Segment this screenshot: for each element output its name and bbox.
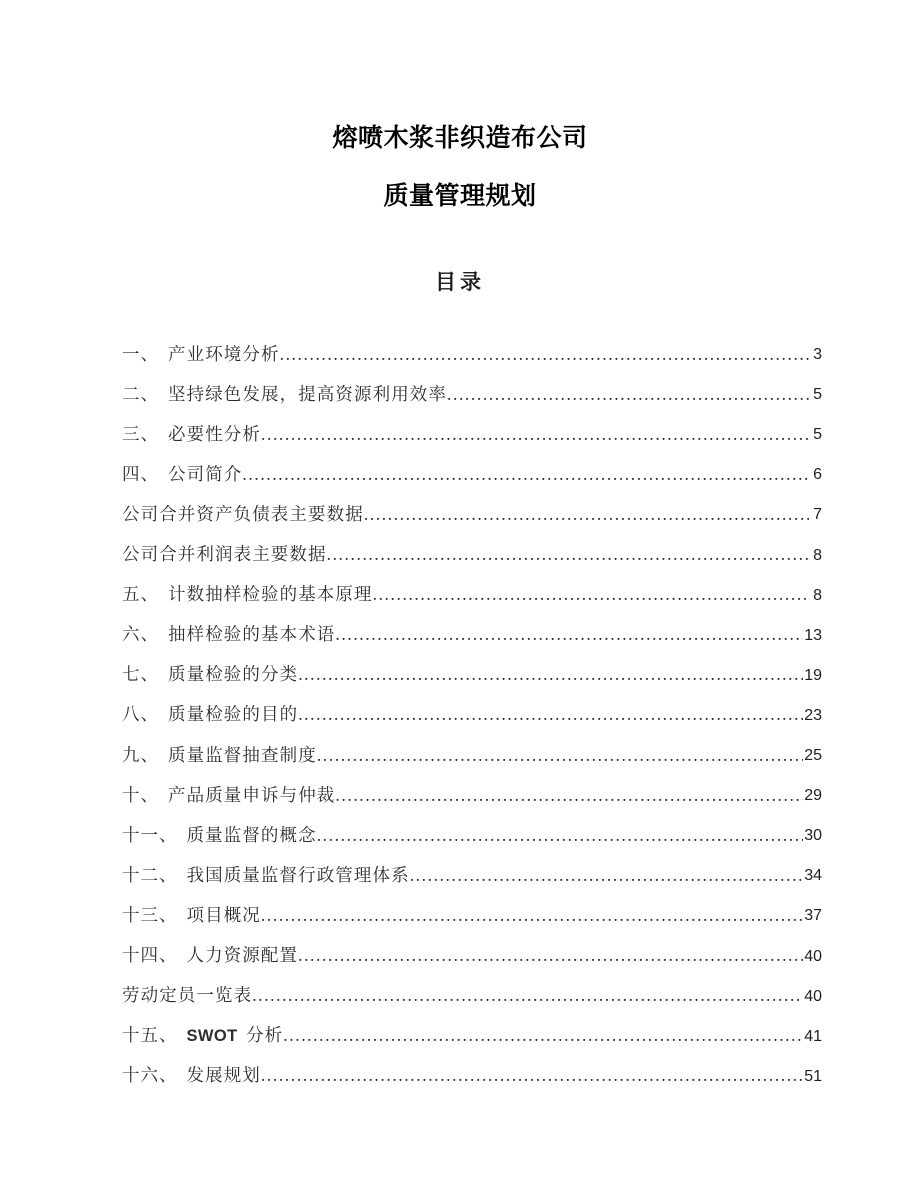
toc-entry-page-number: 30 <box>804 827 822 845</box>
toc-leader-dots <box>410 867 804 885</box>
toc-entry[interactable] <box>122 724 822 764</box>
toc-leader-dots <box>298 947 803 965</box>
toc-entry-label: 人力资源配置 <box>186 945 299 965</box>
toc-leader-dots <box>242 466 809 484</box>
toc-entry-label: 计数抽样检验的基本原理 <box>168 584 373 605</box>
toc-entry-page-number: 29 <box>804 787 822 805</box>
toc-entry-label: 必要性分析 <box>168 423 261 444</box>
toc-entry[interactable] <box>122 323 822 363</box>
toc-leader-dots <box>298 666 803 684</box>
toc-entry-label: 产业环境分析 <box>168 343 280 364</box>
toc-entry-page-number: 7 <box>813 506 822 524</box>
toc-entry-label: SWOT 分析 <box>186 1025 284 1046</box>
toc-entry-label: 抽样检验的基本术语 <box>168 624 336 645</box>
toc-entry-page-number: 6 <box>813 466 822 484</box>
toc-entry[interactable] <box>122 924 822 964</box>
toc-entry-label: 我国质量监督行政管理体系 <box>186 864 410 885</box>
toc-entry-label: 质量监督抽查制度 <box>168 744 317 765</box>
toc-entry-page-number: 23 <box>804 706 822 724</box>
toc-entry-page-number: 5 <box>813 386 822 404</box>
toc-entry[interactable] <box>122 523 822 563</box>
toc-entry-number: 二、 <box>122 383 159 404</box>
toc-entry-label: 公司合并利润表主要数据 <box>122 544 327 565</box>
toc-entry-page-number: 37 <box>804 907 822 925</box>
toc-entry-label: 产品质量申诉与仲裁 <box>168 784 336 805</box>
toc-entry-label: 公司合并资产负债表主要数据 <box>122 503 364 524</box>
toc-entry[interactable] <box>122 804 822 844</box>
toc-entry-number: 十一、 <box>122 824 178 845</box>
toc-entry-number: 十四、 <box>122 945 178 965</box>
toc-leader-dots <box>447 386 809 404</box>
toc-entry[interactable] <box>122 1045 822 1085</box>
toc-entry-number: 十三、 <box>122 904 178 925</box>
toc-entry-page-number: 40 <box>804 987 822 1005</box>
toc-leader-dots <box>280 346 809 364</box>
toc-leader-dots <box>317 827 804 845</box>
table-of-contents <box>122 323 822 1085</box>
toc-entry-number: 七、 <box>122 664 159 685</box>
toc-entry-label: 质量监督的概念 <box>186 824 317 845</box>
toc-leader-dots <box>364 506 809 524</box>
toc-entry[interactable] <box>122 844 822 884</box>
toc-entry-label: 劳动定员一览表 <box>122 985 253 1006</box>
toc-leader-dots <box>317 747 803 765</box>
toc-entry[interactable] <box>122 684 822 724</box>
toc-entry-page-number: 34 <box>804 867 822 885</box>
toc-entry-number: 三、 <box>122 423 159 444</box>
toc-leader-dots <box>261 1067 803 1085</box>
toc-entry-label: 坚持绿色发展，提高资源利用效率 <box>168 383 447 404</box>
toc-entry[interactable] <box>122 965 822 1005</box>
toc-entry-page-number: 5 <box>813 426 822 444</box>
toc-entry-page-number: 8 <box>813 586 822 604</box>
toc-entry-page-number: 13 <box>804 626 822 644</box>
toc-entry[interactable] <box>122 564 822 604</box>
toc-entry-label-latin: SWOT <box>186 1027 238 1046</box>
toc-entry-number: 五、 <box>122 584 159 605</box>
toc-entry-number: 六、 <box>122 624 159 645</box>
toc-entry-label: 质量检验的分类 <box>168 664 299 685</box>
toc-entry-number: 九、 <box>122 744 159 765</box>
toc-entry-label: 项目概况 <box>186 904 261 925</box>
toc-leader-dots <box>327 546 809 564</box>
toc-entry-number: 一、 <box>122 343 159 364</box>
toc-entry-number: 十五、 <box>122 1025 178 1046</box>
toc-entry-page-number: 3 <box>813 346 822 364</box>
toc-entry-number: 四、 <box>122 463 159 484</box>
toc-leader-dots <box>373 586 809 604</box>
toc-leader-dots <box>261 907 803 925</box>
toc-entry-label: 发展规划 <box>186 1065 261 1086</box>
document-title-line-2: 质量管理规划 <box>383 182 537 210</box>
toc-leader-dots <box>261 426 809 444</box>
toc-entry[interactable] <box>122 1005 822 1045</box>
toc-entry[interactable] <box>122 764 822 804</box>
toc-entry[interactable] <box>122 403 822 443</box>
toc-entry-number: 十二、 <box>122 864 178 885</box>
toc-leader-dots <box>283 1027 803 1045</box>
toc-entry-page-number: 25 <box>804 747 822 765</box>
document-title-line-1: 熔喷木浆非织造布公司 <box>332 124 588 152</box>
toc-leader-dots <box>252 987 803 1005</box>
toc-entry[interactable] <box>122 363 822 403</box>
toc-entry-number: 八、 <box>122 704 159 725</box>
toc-entry-page-number: 41 <box>804 1027 822 1045</box>
toc-entry[interactable] <box>122 604 822 644</box>
toc-entry-number: 十、 <box>122 784 159 805</box>
toc-entry-page-number: 8 <box>813 546 822 564</box>
toc-entry[interactable] <box>122 483 822 523</box>
toc-leader-dots <box>335 626 803 644</box>
toc-entry[interactable] <box>122 443 822 483</box>
toc-leader-dots <box>335 787 803 805</box>
toc-entry-page-number: 51 <box>804 1067 822 1085</box>
toc-entry[interactable] <box>122 644 822 684</box>
toc-entry[interactable] <box>122 884 822 924</box>
toc-entry-label: 公司简介 <box>168 463 243 484</box>
toc-entry-page-number: 19 <box>804 666 822 684</box>
table-of-contents-heading: 目录 <box>435 270 485 294</box>
toc-entry-page-number: 40 <box>804 947 822 965</box>
toc-entry-label: 质量检验的目的 <box>168 704 299 725</box>
toc-leader-dots <box>298 706 803 724</box>
toc-entry-number: 十六、 <box>122 1065 178 1086</box>
